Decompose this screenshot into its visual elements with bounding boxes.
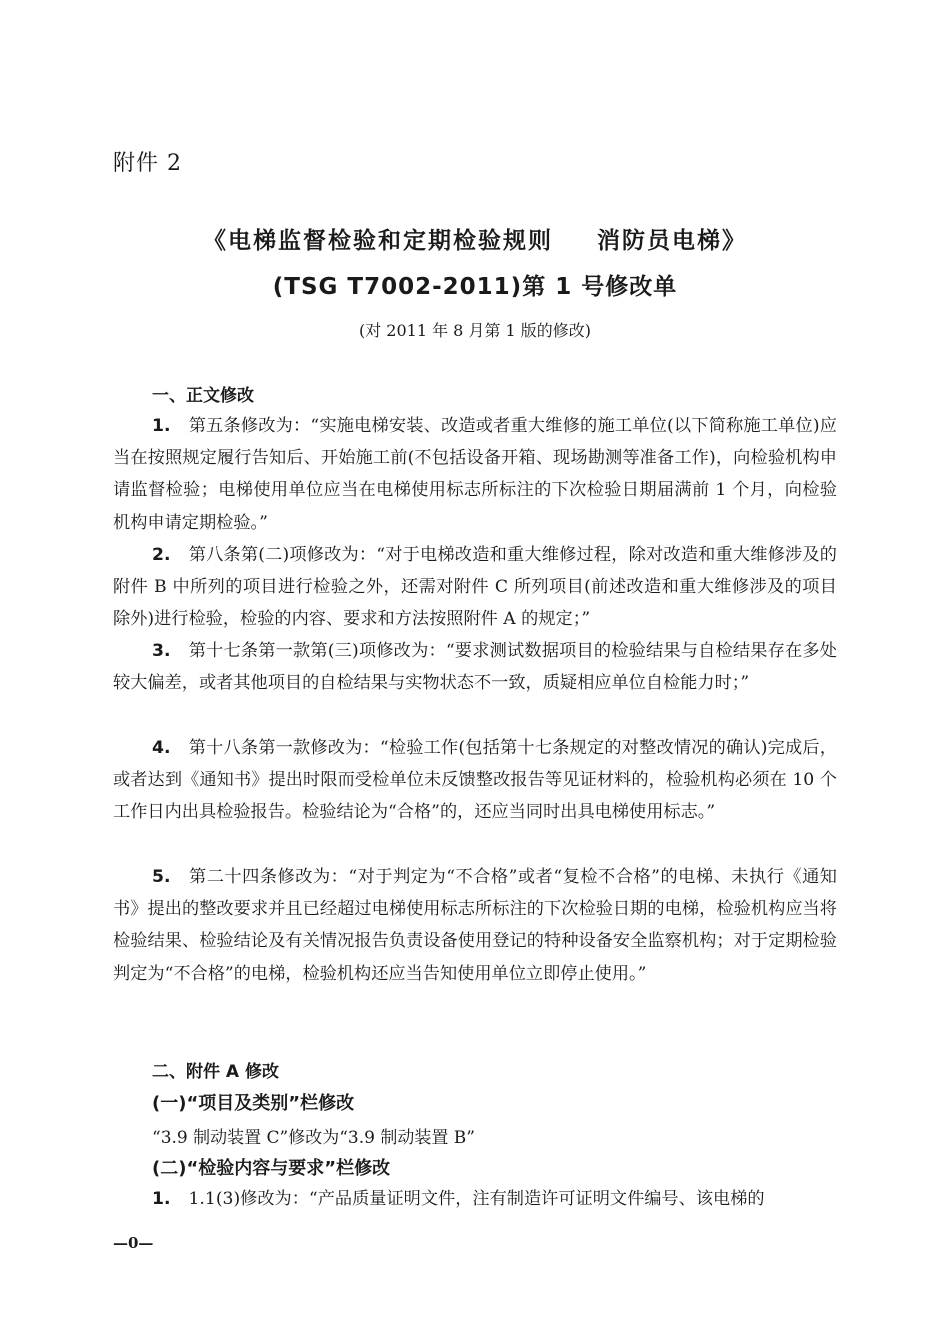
subsection2-item-1 — [113, 1183, 837, 1215]
title-part2: 消防员电梯》 — [597, 228, 747, 254]
document-subtitle: (对 2011 年 8 月第 1 版的修改) — [358, 321, 592, 340]
section1-item-4 — [113, 732, 837, 829]
item-text: 第八条第(二)项修改为：“对于电梯改造和重大维修过程，除对改造和重大维修涉及的附件 B 中所列的项目进行检验之外，还需对附件 C 所列项目(前述改造和重大维修涉及的项目除外)进行检验，检验的内容、要求和方法按照附件 A 的规定；” — [113, 545, 837, 630]
item-number: 3. — [152, 641, 171, 661]
item-text: 第十八条第一款修改为：“检验工作(包括第十七条规定的对整改情况的确认)完成后，或者达到《通知书》提出时限而受检单位未反馈整改报告等见证材料的，检验机构必须在 10 个工作日内出具检验报告。检验结论为“合格”的，还应当同时出具电梯使用标志。” — [113, 738, 837, 823]
item-text: 第五条修改为：“实施电梯安装、改造或者重大维修的施工单位(以下简称施工单位)应当在按照规定履行告知后、开始施工前(不包括设备开箱、现场勘测等准备工作)，向检验机构申请监督检验；电梯使用单位应当在电梯使用标志所标注的下次检验日期届满前 1 个月，向检验机构申请定期检验。” — [113, 416, 837, 533]
item-text: 第二十四条修改为：“对于判定为“不合格”或者“复检不合格”的电梯、未执行《通知书》提出的整改要求并且已经超过电梯使用标志所标注的下次检验日期的电梯，检验机构应当将检验结果、检验结论及有关情况报告负责设备使用登记的特种设备安全监察机构；对于定期检验判定为“不合格”的电梯，检验机构还应当告知使用单位立即停止使用。” — [113, 867, 837, 984]
item-number: 1. — [152, 416, 171, 436]
subsection1-heading: (一)“项目及类别”栏修改 — [152, 1093, 355, 1114]
item-number: 5. — [152, 867, 171, 887]
subsection1-text: “3.9 制动装置 C”修改为“3.9 制动装置 B” — [152, 1128, 475, 1148]
attachment-label: 附件 2 — [113, 151, 182, 176]
document-title-line2: (TSG T7002-2011)第 1 号修改单 — [272, 274, 678, 300]
item-number: 2. — [152, 545, 171, 565]
item-number: 1. — [152, 1189, 171, 1209]
section1-item-3 — [113, 635, 837, 699]
title-part1: 《电梯监督检验和定期检验规则 — [203, 228, 553, 254]
document-title-line1 — [0, 222, 950, 255]
section1-item-1 — [113, 410, 837, 539]
item-text: 1.1(3)修改为：“产品质量证明文件，注有制造许可证明文件编号、该电梯的 — [188, 1189, 765, 1209]
item-text: 第十七条第一款第(三)项修改为：“要求测试数据项目的检验结果与自检结果存在多处较大偏差，或者其他项目的自检结果与实物状态不一致，质疑相应单位自检能力时；” — [113, 641, 837, 694]
item-number: 4. — [152, 738, 171, 758]
section1-item-2 — [113, 539, 837, 636]
section1-item-5 — [113, 861, 837, 990]
section1-heading: 一、正文修改 — [152, 386, 254, 406]
page-number: —0— — [113, 1234, 154, 1252]
section2-heading: 二、附件 A 修改 — [152, 1062, 279, 1082]
subsection2-heading: (二)“检验内容与要求”栏修改 — [152, 1158, 391, 1179]
